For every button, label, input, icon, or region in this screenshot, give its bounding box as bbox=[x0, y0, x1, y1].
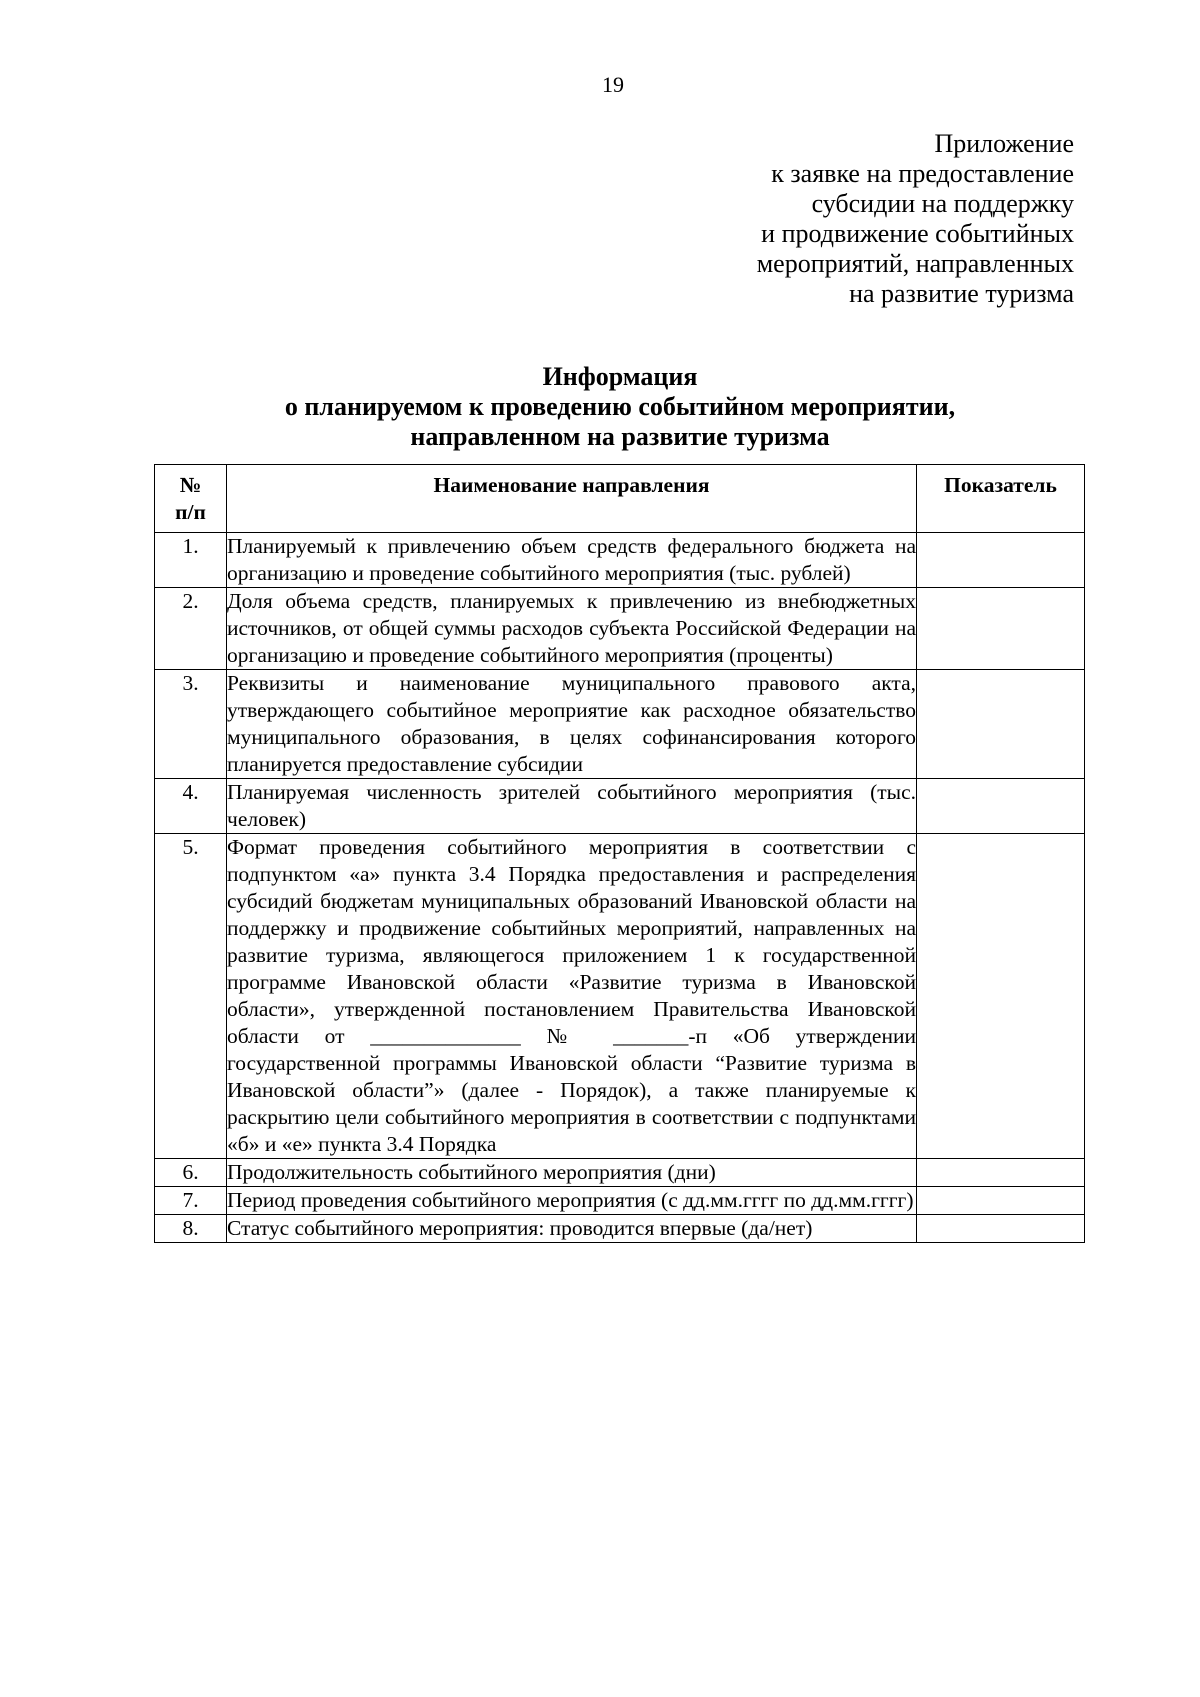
row-name: Реквизиты и наименование муниципального правового акта, утверждающего событийное мероприятие как расходное обязательство муниципального образования, в целях софинансирования которого планируется предоставление субсидии bbox=[227, 670, 917, 779]
appendix-line: и продвижение событийных bbox=[761, 219, 1074, 248]
appendix-line: на развитие туризма bbox=[849, 279, 1074, 308]
row-value-cell[interactable] bbox=[917, 779, 1085, 834]
row-value-cell[interactable] bbox=[917, 588, 1085, 670]
header-number-sign: № bbox=[179, 473, 202, 497]
row-name: Формат проведения событийного мероприятия в соответствии с подпунктом «а» пункта 3.4 Порядка предоставления и распределения субсидий бюджетам муниципальных образований Ивановской области на поддержку и продвижение событийных мероприятий, направленных на развитие туризма, являющегося приложением 1 к государственной программе Ивановской области «Развитие туризма в Ивановской области», утвержденной постановлением Правительства Ивановской области от ______________ № _______-п «Об утверждении государственной программы Ивановской области “Развитие туризма в Ивановской области”» (далее - Порядок), а также планируемые к раскрытию цели событийного мероприятия в соответствии с подпунктами «б» и «е» пункта 3.4 Порядка bbox=[227, 834, 917, 1159]
header-number bbox=[155, 465, 227, 533]
row-number: 1. bbox=[155, 533, 227, 588]
table-row bbox=[155, 834, 1085, 1159]
row-value-cell[interactable] bbox=[917, 1215, 1085, 1243]
header-name: Наименование направления bbox=[227, 465, 917, 533]
row-value-cell[interactable] bbox=[917, 533, 1085, 588]
table-row bbox=[155, 588, 1085, 670]
row-name: Планируемый к привлечению объем средств федерального бюджета на организацию и проведение событийного мероприятия (тыс. рублей) bbox=[227, 533, 917, 588]
appendix-line: Приложение bbox=[934, 129, 1074, 158]
table-row bbox=[155, 1187, 1085, 1215]
row-number: 8. bbox=[155, 1215, 227, 1243]
row-number: 5. bbox=[155, 834, 227, 1159]
row-value-cell[interactable] bbox=[917, 670, 1085, 779]
row-number: 7. bbox=[155, 1187, 227, 1215]
table-row bbox=[155, 779, 1085, 834]
row-number: 4. bbox=[155, 779, 227, 834]
appendix-heading bbox=[554, 129, 1074, 309]
row-name: Планируемая численность зрителей событийного мероприятия (тыс. человек) bbox=[227, 779, 917, 834]
row-number: 2. bbox=[155, 588, 227, 670]
page-number: 19 bbox=[602, 72, 624, 97]
title-line: Информация bbox=[542, 362, 698, 391]
header-value: Показатель bbox=[917, 465, 1085, 533]
table-row bbox=[155, 533, 1085, 588]
appendix-line: субсидии на поддержку bbox=[811, 189, 1074, 218]
table-row bbox=[155, 1215, 1085, 1243]
table-row bbox=[155, 1159, 1085, 1187]
row-name: Период проведения событийного мероприятия (с дд.мм.гггг по дд.мм.гггг) bbox=[227, 1187, 917, 1215]
info-table bbox=[154, 464, 1085, 1243]
title-line: направленном на развитие туризма bbox=[410, 422, 830, 451]
appendix-line: к заявке на предоставление bbox=[771, 159, 1074, 188]
row-value-cell[interactable] bbox=[917, 1187, 1085, 1215]
document-title bbox=[155, 362, 1085, 452]
row-number: 6. bbox=[155, 1159, 227, 1187]
header-number-abbrev: п/п bbox=[175, 500, 206, 524]
appendix-line: мероприятий, направленных bbox=[756, 249, 1074, 278]
row-name: Доля объема средств, планируемых к привлечению из внебюджетных источников, от общей суммы расходов субъекта Российской Федерации на организацию и проведение событийного мероприятия (проценты) bbox=[227, 588, 917, 670]
table-header-row bbox=[155, 465, 1085, 533]
row-name: Продолжительность событийного мероприятия (дни) bbox=[227, 1159, 917, 1187]
row-value-cell[interactable] bbox=[917, 1159, 1085, 1187]
table-row bbox=[155, 670, 1085, 779]
title-line: о планируемом к проведению событийном мероприятии, bbox=[284, 392, 956, 421]
row-number: 3. bbox=[155, 670, 227, 779]
row-value-cell[interactable] bbox=[917, 834, 1085, 1159]
row-name: Статус событийного мероприятия: проводится впервые (да/нет) bbox=[227, 1215, 917, 1243]
